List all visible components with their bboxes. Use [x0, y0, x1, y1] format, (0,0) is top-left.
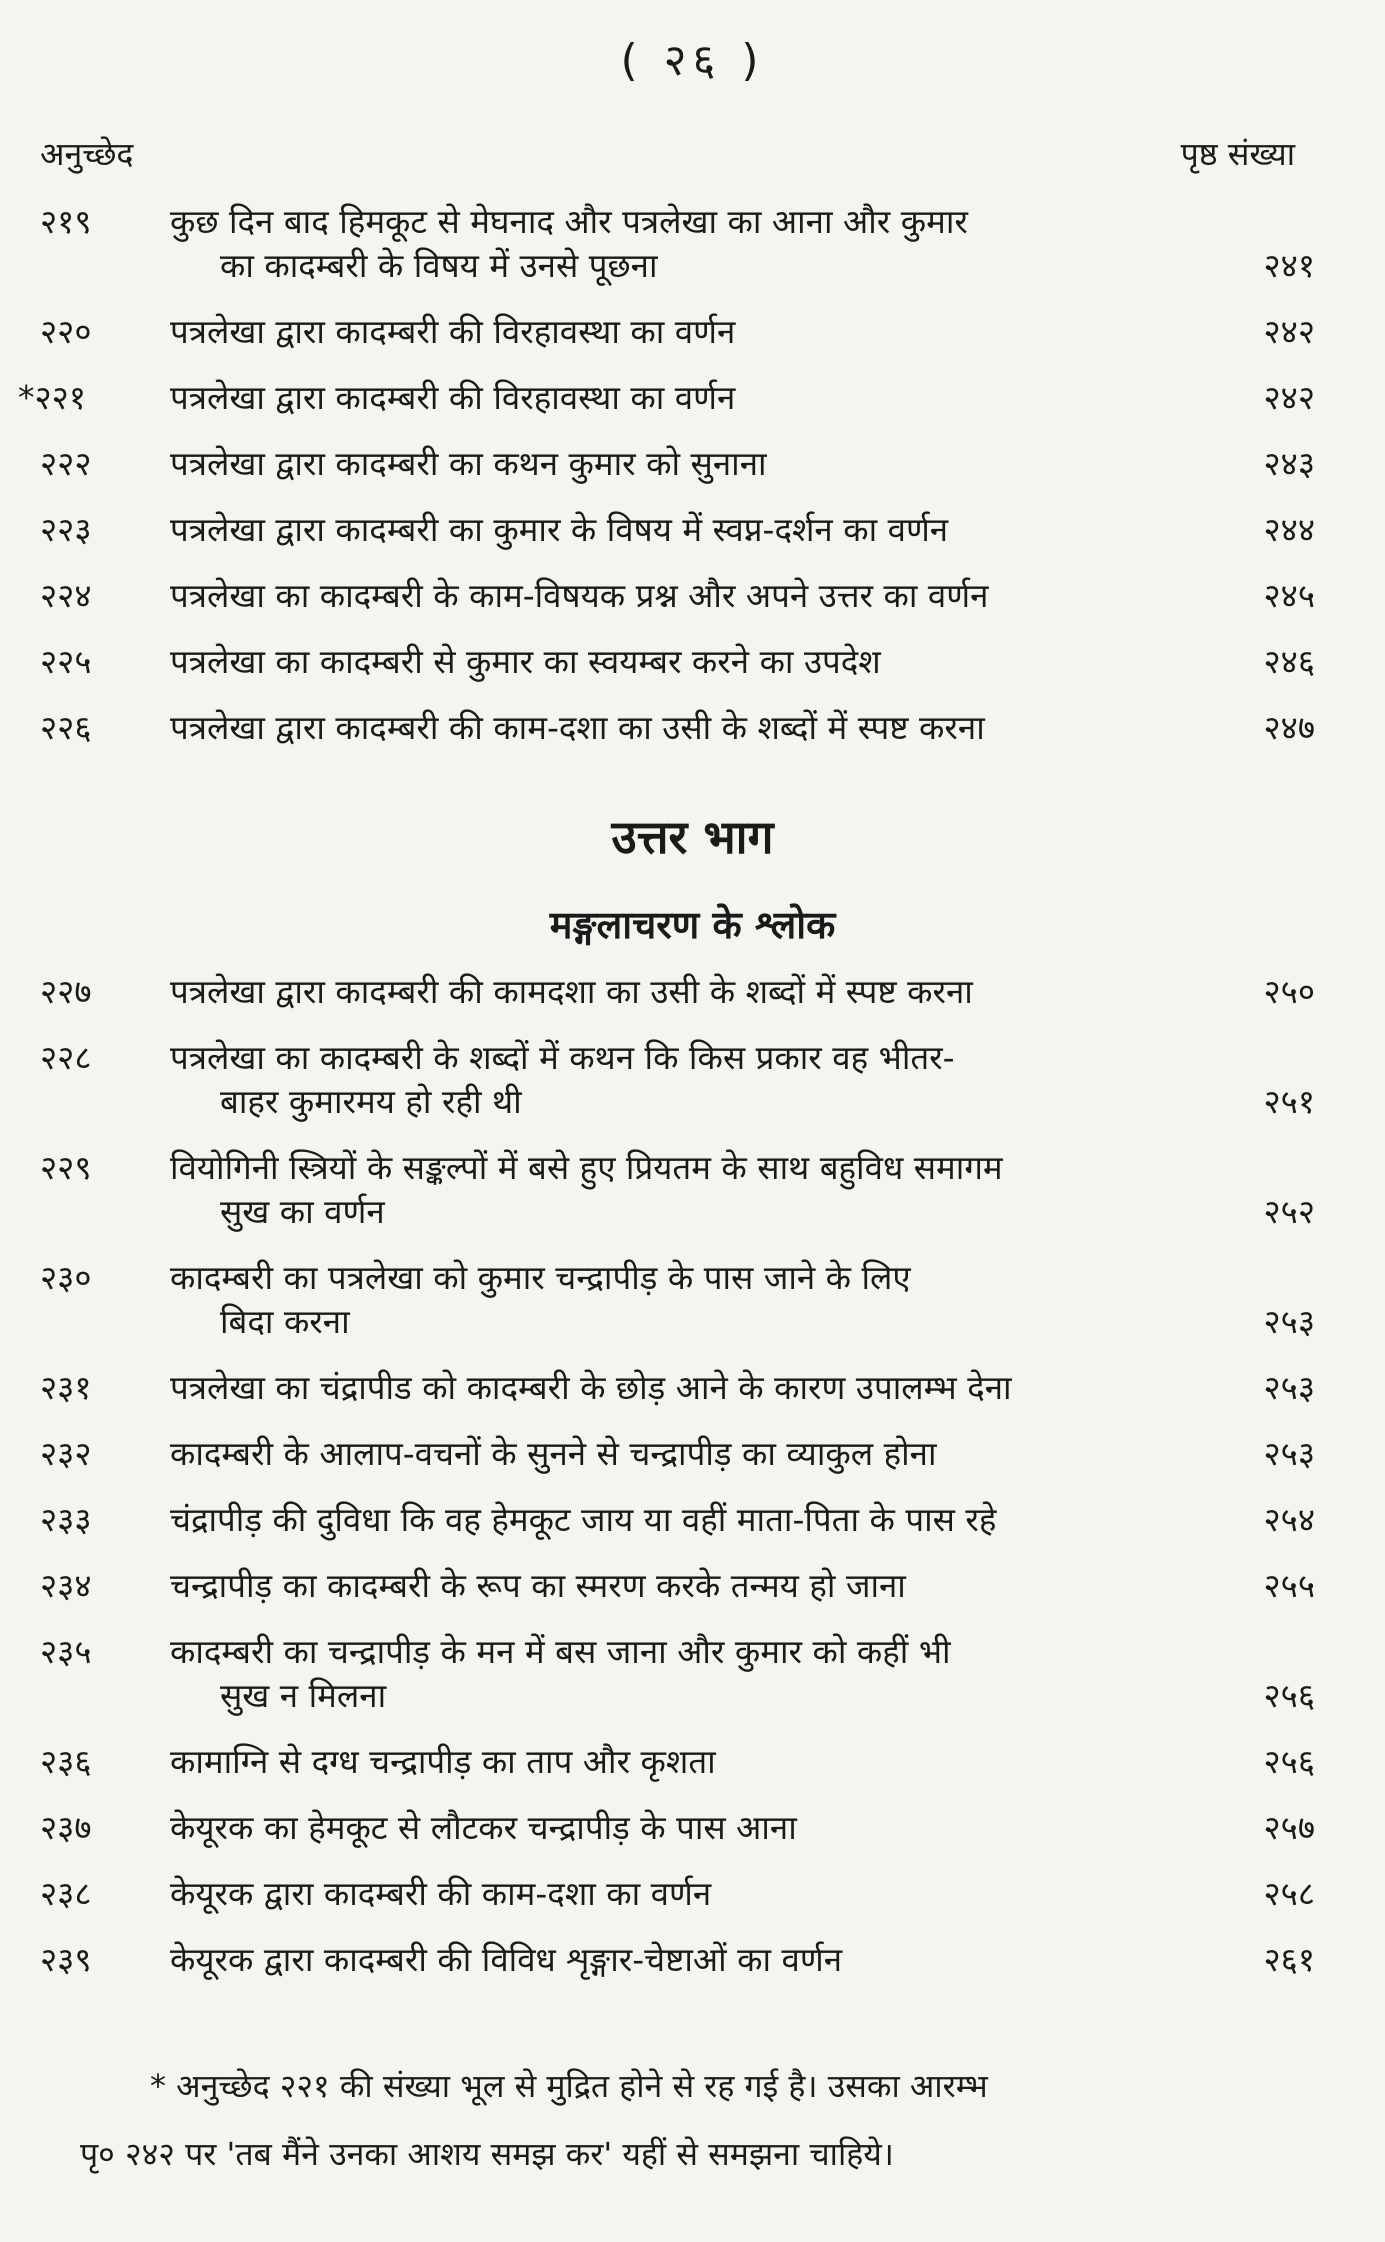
paragraph-number: २३६ — [40, 1742, 92, 1781]
page-ref: २५३ — [1263, 1302, 1315, 1341]
list-item — [40, 1366, 1345, 1410]
list-item — [40, 1432, 1345, 1476]
entry-text: पत्रलेखा का कादम्बरी से कुमार का स्वयम्बर करने का उपदेश — [170, 642, 881, 681]
entry-text: पत्रलेखा द्वारा कादम्बरी की कामदशा का उसी के शब्दों में स्पष्ट करना — [170, 972, 973, 1011]
paragraph-number: २२४ — [40, 576, 92, 615]
page-ref: २४७ — [1263, 708, 1315, 747]
list-item — [40, 442, 1345, 486]
paragraph-number: २३९ — [40, 1940, 92, 1979]
list-item — [40, 1146, 1345, 1234]
page-ref: २५५ — [1263, 1566, 1315, 1605]
list-item — [40, 1256, 1345, 1344]
list-item — [40, 1872, 1345, 1916]
page-ref: २४३ — [1263, 444, 1315, 483]
page-ref: २५१ — [1263, 1082, 1315, 1121]
entry-line: का कादम्बरी के विषय में उनसे पूछना — [220, 246, 658, 285]
entry-line: वियोगिनी स्त्रियों के सङ्कल्पों में बसे हुए प्रियतम के साथ बहुविध समागम — [170, 1148, 1003, 1187]
paragraph-number: २३२ — [40, 1434, 92, 1473]
page-ref: २५६ — [1263, 1742, 1315, 1781]
page-ref: २४२ — [1263, 378, 1315, 417]
paragraph-number: २३४ — [40, 1566, 92, 1605]
list-item — [40, 200, 1345, 288]
paragraph-number: २२२ — [40, 444, 92, 483]
entry-text: पत्रलेखा द्वारा कादम्बरी की विरहावस्था का वर्णन — [170, 312, 736, 351]
entry-line: बाहर कुमारमय हो रही थी — [220, 1082, 522, 1121]
paragraph-number: २२३ — [40, 510, 92, 549]
list-item — [40, 706, 1345, 750]
entry-text — [170, 1256, 1215, 1344]
list-item — [40, 1806, 1345, 1850]
entry-line: कुछ दिन बाद हिमकूट से मेघनाद और पत्रलेखा का आना और कुमार — [170, 202, 968, 241]
paragraph-number: २३५ — [40, 1632, 92, 1671]
page-ref: २५२ — [1263, 1192, 1315, 1231]
entry-text — [170, 200, 1215, 288]
page-ref: २५७ — [1263, 1808, 1315, 1847]
entry-text: पत्रलेखा का चंद्रापीड को कादम्बरी के छोड़ आने के कारण उपालम्भ देना — [170, 1368, 1012, 1407]
entry-text: पत्रलेखा द्वारा कादम्बरी की काम-दशा का उसी के शब्दों में स्पष्ट करना — [170, 708, 985, 747]
page-ref: २५३ — [1263, 1368, 1315, 1407]
page-ref: २५४ — [1263, 1500, 1315, 1539]
footnote-line: पृ० २४२ पर 'तब मैंने उनका आशय समझ कर' यहीं से समझना चाहिये। — [80, 2135, 894, 2173]
page-ref: २५६ — [1263, 1676, 1315, 1715]
page-ref: २४५ — [1263, 576, 1315, 615]
paragraph-number: *२२१ — [18, 378, 86, 417]
section-subheading: मङ्गलाचरण के श्लोक — [549, 903, 836, 947]
entry-line: सुख न मिलना — [220, 1676, 387, 1715]
entry-text: चन्द्रापीड़ का कादम्बरी के रूप का स्मरण करके तन्मय हो जाना — [170, 1566, 906, 1605]
entry-text: पत्रलेखा का कादम्बरी के काम-विषयक प्रश्न और अपने उत्तर का वर्णन — [170, 576, 989, 615]
page-number: ( २६ ) — [620, 35, 765, 86]
paragraph-number: २२० — [40, 312, 92, 351]
entry-text — [170, 1630, 1215, 1718]
paragraph-number: २२७ — [40, 972, 92, 1011]
list-item — [18, 376, 1345, 420]
entry-text: चंद्रापीड़ की दुविधा कि वह हेमकूट जाय या वहीं माता-पिता के पास रहे — [170, 1500, 997, 1539]
page-ref: २५० — [1263, 972, 1315, 1011]
contents-section-1 — [18, 200, 1345, 772]
contents-section-2 — [40, 970, 1345, 2004]
entry-text: पत्रलेखा द्वारा कादम्बरी का कुमार के विषय में स्वप्न-दर्शन का वर्णन — [170, 510, 949, 549]
list-item — [40, 574, 1345, 618]
page-ref: २५८ — [1263, 1874, 1315, 1913]
paragraph-number: २३७ — [40, 1808, 92, 1847]
paragraph-number: २३१ — [40, 1368, 92, 1407]
list-item — [40, 970, 1345, 1014]
page-ref: २६१ — [1263, 1940, 1315, 1979]
paragraph-number: २३३ — [40, 1500, 92, 1539]
entry-text: पत्रलेखा द्वारा कादम्बरी का कथन कुमार को सुनाना — [170, 444, 767, 483]
paragraph-number: २३८ — [40, 1874, 92, 1913]
footnote-line: * अनुच्छेद २२१ की संख्या भूल से मुद्रित होने से रह गई है। उसका आरम्भ — [150, 2067, 988, 2105]
entry-line: कादम्बरी का पत्रलेखा को कुमार चन्द्रापीड़ के पास जाने के लिए — [170, 1258, 911, 1297]
entry-line: कादम्बरी का चन्द्रापीड़ के मन में बस जाना और कुमार को कहीं भी — [170, 1632, 951, 1671]
list-item — [40, 640, 1345, 684]
entry-text: केयूरक का हेमकूट से लौटकर चन्द्रापीड़ के पास आना — [170, 1808, 797, 1847]
section-heading: उत्तर भाग — [611, 810, 774, 864]
list-item — [40, 1036, 1345, 1124]
page-ref: २४४ — [1263, 510, 1315, 549]
header-page-number: पृष्ठ संख्या — [1180, 135, 1295, 173]
page-ref: २४६ — [1263, 642, 1315, 681]
list-item — [40, 508, 1345, 552]
entry-text: केयूरक द्वारा कादम्बरी की काम-दशा का वर्णन — [170, 1874, 712, 1913]
list-item — [40, 1630, 1345, 1718]
paragraph-number: २३० — [40, 1258, 92, 1297]
page-ref: २५३ — [1263, 1434, 1315, 1473]
entry-text — [170, 1146, 1215, 1234]
page-ref: २४२ — [1263, 312, 1315, 351]
paragraph-number: २२६ — [40, 708, 92, 747]
entry-text: केयूरक द्वारा कादम्बरी की विविध शृङ्गार-चेष्टाओं का वर्णन — [170, 1940, 843, 1979]
header-paragraph: अनुच्छेद — [40, 135, 134, 173]
paragraph-number: २२९ — [40, 1148, 92, 1187]
list-item — [40, 1740, 1345, 1784]
list-item — [40, 1938, 1345, 1982]
list-item — [40, 1564, 1345, 1608]
paragraph-number: २२५ — [40, 642, 92, 681]
paragraph-number: २१९ — [40, 202, 92, 241]
entry-line: पत्रलेखा का कादम्बरी के शब्दों में कथन कि किस प्रकार वह भीतर- — [170, 1038, 955, 1077]
entry-text: कामाग्नि से दग्ध चन्द्रापीड़ का ताप और कृशता — [170, 1742, 716, 1781]
entry-text — [170, 1036, 1215, 1124]
list-item — [40, 1498, 1345, 1542]
list-item — [40, 310, 1345, 354]
paragraph-number: २२८ — [40, 1038, 92, 1077]
entry-text: कादम्बरी के आलाप-वचनों के सुनने से चन्द्रापीड़ का व्याकुल होना — [170, 1434, 937, 1473]
footnote — [80, 2052, 1335, 2188]
entry-line: सुख का वर्णन — [220, 1192, 385, 1231]
entry-text: पत्रलेखा द्वारा कादम्बरी की विरहावस्था का वर्णन — [170, 378, 736, 417]
entry-line: बिदा करना — [220, 1302, 350, 1341]
page-ref: २४१ — [1263, 246, 1315, 285]
